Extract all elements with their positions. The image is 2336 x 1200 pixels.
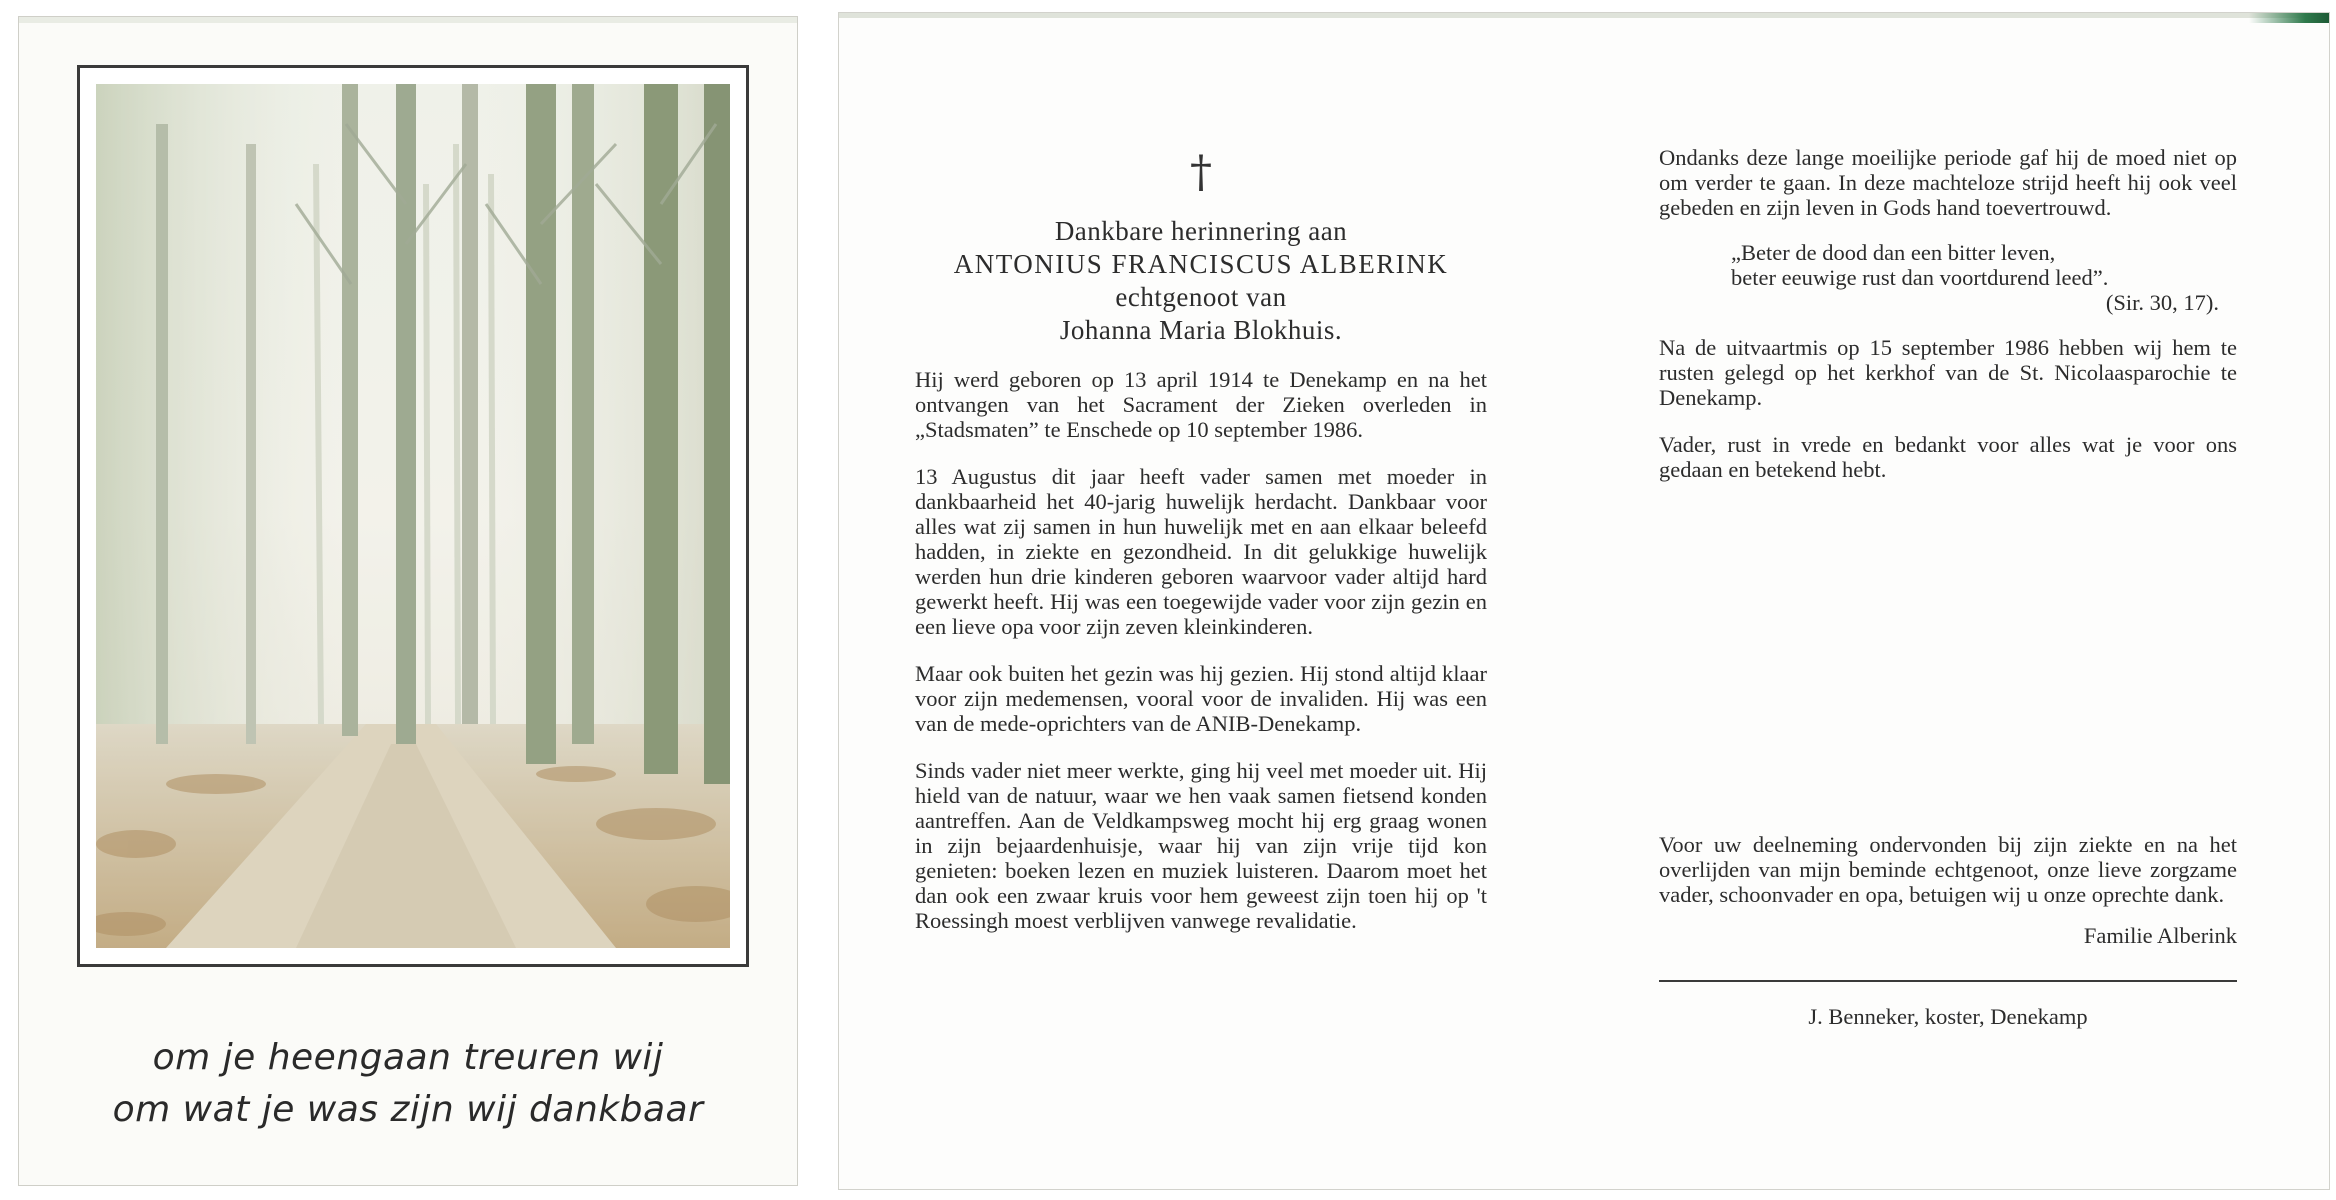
card-edge-accent bbox=[2249, 13, 2329, 23]
forest-path-photo bbox=[96, 84, 730, 948]
front-card bbox=[18, 16, 798, 1186]
paragraph-birth-death: Hij werd geboren op 13 april 1914 te Denekamp en na het ontvangen van het Sacrament der Zieken overleden in „Stadsmaten” te Enschede op 10 september 1986. bbox=[915, 367, 1487, 442]
heading-spouse-of: echtgenoot van bbox=[1115, 282, 1287, 312]
caption-line-2: om wat je was zijn wij dankbaar bbox=[112, 1089, 704, 1130]
inside-card bbox=[838, 12, 2330, 1190]
paragraph-retirement: Sinds vader niet meer werkte, ging hij veel met moeder uit. Hij hield van de natuur, waar we hen vaak samen fietsend konden aantreffen. Aan de Veldkampsweg mocht hij erg graag wonen in zijn bejaardenhuisje, waar hij van zijn vrije tijd kon genieten: boeken lezen en muziek luisteren. Daarom moet het dan ook een zwaar kruis voor hem geweest zijn toen hij op 't Roessingh moest verblijven vanwege revalidatie. bbox=[915, 758, 1487, 933]
paragraph-thanks: Voor uw deelneming ondervonden bij zijn ziekte en na het overlijden van mijn beminde echtgenoot, onze lieve zorgzame vader, schoonvader en opa, betuigen wij u onze oprechte dank. bbox=[1659, 832, 2237, 907]
middle-column bbox=[915, 147, 1487, 933]
paragraph-funeral: Na de uitvaartmis op 15 september 1986 hebben wij hem te rusten gelegd op het kerkhof van de St. Nicolaasparochie te Denekamp. bbox=[1659, 335, 2237, 410]
caption-line-1: om je heengaan treuren wij bbox=[152, 1037, 664, 1078]
family-signature: Familie Alberink bbox=[2083, 923, 2237, 948]
cross-icon: † bbox=[1190, 147, 1212, 198]
column-gap bbox=[1659, 482, 2237, 832]
heading-spacer bbox=[915, 347, 1487, 367]
paragraph-marriage: 13 Augustus dit jaar heeft vader samen met moeder in dankbaarheid het 40-jarig huwelijk herdacht. Dankbaar voor alles wat zij samen in hun huwelijk met en aan elkaar beleefd hadden, in ziekte en gezondheid. In dit gelukkige huwelijk werden hun drie kinderen geboren waarvoor vader altijd hard gewerkt heeft. Hij was een toegewijde vader voor zijn gezin en een lieve opa voor zijn zeven kleinkinderen. bbox=[915, 464, 1487, 639]
scripture-quote bbox=[1659, 240, 2237, 315]
quote-line-1: „Beter de dood dan een bitter leven, bbox=[1731, 240, 2056, 265]
photo-frame bbox=[77, 65, 749, 967]
paragraph-struggle: Ondanks deze lange moeilijke periode gaf hij de moed niet op om verder te gaan. In deze machteloze strijd heeft hij ook veel gebeden en zijn leven in Gods hand toevertrouwd. bbox=[1659, 145, 2237, 220]
right-column bbox=[1659, 145, 2237, 1029]
quote-line-2: beter eeuwige rust dan voortdurend leed”. bbox=[1731, 265, 2109, 290]
paragraph-community: Maar ook buiten het gezin was hij gezien. Hij stond altijd klaar voor zijn medemensen, vooral voor de invaliden. Hij was een van de mede-oprichters van de ANIB-Denekamp. bbox=[915, 661, 1487, 736]
deceased-name: ANTONIUS FRANCISCUS ALBERINK bbox=[953, 249, 1449, 279]
printer-credit: J. Benneker, koster, Denekamp bbox=[1808, 1004, 2088, 1029]
divider-line bbox=[1659, 980, 2237, 982]
quote-source: (Sir. 30, 17). bbox=[2105, 290, 2219, 315]
heading-remembrance: Dankbare herinnering aan bbox=[1054, 216, 1348, 246]
paragraph-farewell: Vader, rust in vrede en bedankt voor alles wat je voor ons gedaan en betekend hebt. bbox=[1659, 432, 2237, 482]
spouse-name: Johanna Maria Blokhuis. bbox=[1059, 315, 1343, 345]
